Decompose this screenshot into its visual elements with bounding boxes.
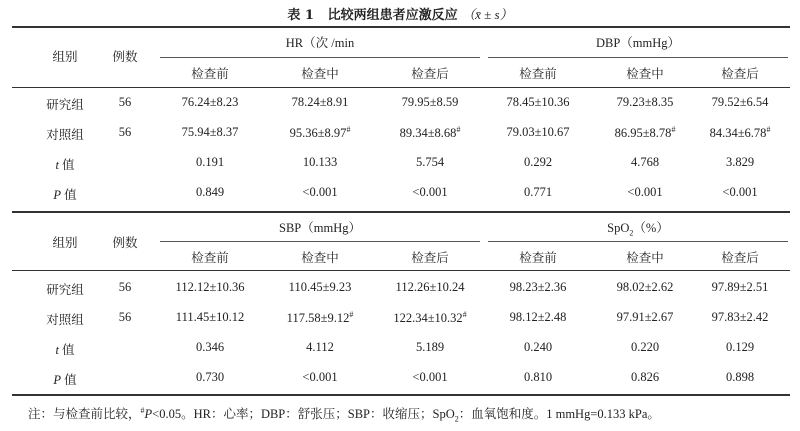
- table-cell: 112.12±10.36: [175, 280, 245, 294]
- sub-header: 检查后: [411, 67, 449, 81]
- row-count: 56: [118, 280, 132, 294]
- table-cell: 0.220: [630, 340, 660, 354]
- sub-header: 检查前: [519, 251, 557, 265]
- table-cell: 78.24±8.91: [291, 95, 349, 109]
- sub-header: 检查中: [626, 251, 664, 265]
- table-cell: 0.292: [523, 155, 553, 169]
- table-cell: 78.45±10.36: [506, 95, 570, 109]
- sub-header: 检查前: [191, 251, 229, 265]
- sbp-subrule: [160, 241, 480, 242]
- table-cell: <0.001: [412, 185, 448, 199]
- table-cell: <0.001: [302, 370, 338, 384]
- row-group: 研究组: [46, 98, 84, 112]
- dbp-subrule: [488, 57, 788, 58]
- sub-header: 检查后: [721, 67, 759, 81]
- table-cell: <0.001: [627, 185, 663, 199]
- table-cell: 95.36±8.97#: [289, 125, 351, 141]
- row-count: 56: [118, 310, 132, 324]
- sub-header: 检查中: [301, 251, 339, 265]
- row-group: 对照组: [46, 313, 84, 327]
- hr-subrule: [160, 57, 480, 58]
- table-cell: 112.26±10.24: [395, 280, 465, 294]
- table-cell: 0.129: [725, 340, 755, 354]
- section-rule: [12, 211, 790, 213]
- count-header-2: 例数: [112, 236, 138, 250]
- header-rule-1: [12, 87, 790, 88]
- table-cell: 111.45±10.12: [175, 310, 245, 324]
- table-cell: 0.849: [195, 185, 225, 199]
- table-cell: 122.34±10.32#: [393, 310, 467, 326]
- sub-header: 检查前: [519, 67, 557, 81]
- row-group: P 值: [53, 373, 77, 387]
- table-cell: 79.03±10.67: [506, 125, 570, 139]
- table-cell: 98.23±2.36: [509, 280, 567, 294]
- table-cell: 98.02±2.62: [616, 280, 674, 294]
- table-cell: 117.58±9.12#: [286, 310, 354, 326]
- table-cell: 4.768: [630, 155, 660, 169]
- caption-formula: （x̄ ± s）: [462, 7, 513, 22]
- table-cell: <0.001: [302, 185, 338, 199]
- caption-label: 表 1: [287, 8, 314, 23]
- table-cell: 97.89±2.51: [711, 280, 769, 294]
- table-cell: 3.829: [725, 155, 755, 169]
- row-group: 研究组: [46, 283, 84, 297]
- table-cell: <0.001: [412, 370, 448, 384]
- sub-header: 检查前: [191, 67, 229, 81]
- hr-header: HR（次 /min: [285, 36, 355, 50]
- table-cell: 79.95±8.59: [401, 95, 459, 109]
- table-cell: 86.95±8.78#: [614, 125, 676, 141]
- table-cell: 97.91±2.67: [616, 310, 674, 324]
- count-header-1: 例数: [112, 50, 138, 64]
- row-group: 对照组: [46, 128, 84, 142]
- table-cell: 0.898: [725, 370, 755, 384]
- table-cell: 0.730: [195, 370, 225, 384]
- table-cell: 0.810: [523, 370, 553, 384]
- group-header-1: 组别: [52, 50, 78, 64]
- row-group: t 值: [55, 343, 75, 357]
- table-cell: 5.189: [415, 340, 445, 354]
- header-rule-2: [12, 270, 790, 271]
- dbp-header: DBP（mmHg）: [595, 36, 681, 50]
- table-cell: 76.24±8.23: [181, 95, 239, 109]
- table-cell: 89.34±8.68#: [399, 125, 461, 141]
- table-cell: 79.23±8.35: [616, 95, 674, 109]
- table-cell: 97.83±2.42: [711, 310, 769, 324]
- table-cell: 4.112: [306, 340, 334, 354]
- sub-header: 检查后: [411, 251, 449, 265]
- table-caption: [0, 4, 800, 23]
- bottom-rule: [12, 394, 790, 396]
- table-cell: 110.45±9.23: [288, 280, 352, 294]
- table-cell: 75.94±8.37: [181, 125, 239, 139]
- table-cell: 0.240: [523, 340, 553, 354]
- table-footnote: 注：与检查前比较，#P<0.05。HR：心率；DBP：舒张压；SBP：收缩压；SpO$_2$：血氧饱和度。1 mmHg=0.133 kPa。: [28, 405, 660, 424]
- table-cell: 79.52±6.54: [711, 95, 769, 109]
- table-cell: 10.133: [302, 155, 338, 169]
- row-count: 56: [118, 95, 132, 109]
- sbp-header: SBP（mmHg）: [279, 221, 361, 235]
- spo2-header: SpO$_2$（%）: [607, 221, 669, 238]
- row-group: P 值: [53, 188, 77, 202]
- table-cell: 5.754: [415, 155, 445, 169]
- row-count: 56: [118, 125, 132, 139]
- sub-header: 检查中: [626, 67, 664, 81]
- group-header-2: 组别: [52, 236, 78, 250]
- table-cell: 98.12±2.48: [509, 310, 567, 324]
- table-cell: 84.34±6.78#: [709, 125, 771, 141]
- table-cell: 0.191: [195, 155, 225, 169]
- sub-header: 检查中: [301, 67, 339, 81]
- sub-header: 检查后: [721, 251, 759, 265]
- table-cell: <0.001: [722, 185, 758, 199]
- row-group: t 值: [55, 158, 75, 172]
- top-rule: [12, 26, 790, 28]
- spo2-subrule: [488, 241, 788, 242]
- caption-text: 比较两组患者应激反应: [327, 8, 458, 23]
- table-cell: 0.771: [523, 185, 553, 199]
- table-cell: 0.826: [630, 370, 660, 384]
- table-cell: 0.346: [195, 340, 225, 354]
